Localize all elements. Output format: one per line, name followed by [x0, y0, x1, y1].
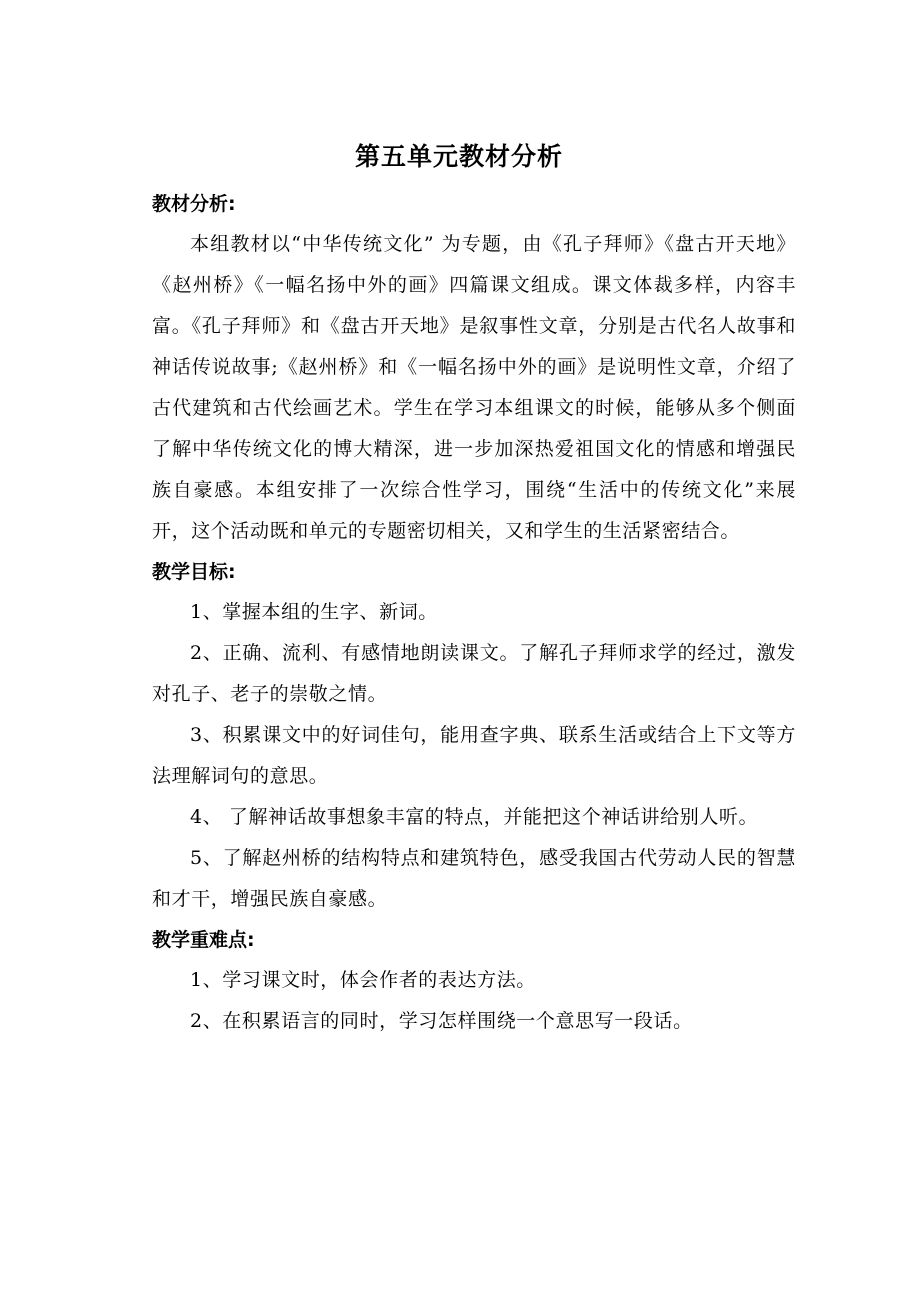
key-difficulty-item: 1、学习课文时，体会作者的表达方法。: [190, 969, 536, 991]
section-key-difficulties: [152, 920, 796, 1042]
section-material-analysis: [152, 184, 796, 552]
section-heading-teaching-goals: 教学目标:: [152, 561, 236, 583]
teaching-goal-item: 1、掌握本组的生字、新词。: [190, 601, 438, 623]
material-analysis-paragraph: 本组教材以“中华传统文化” 为专题，由《孔子拜师》《盘古开天地》《赵州桥》《一幅名扬中外的画》四篇课文组成。课文体裁多样，内容丰富。《孔子拜师》和《盘古开天地》是叙事性文章，分别是古代名人故事和神话传说故事;《赵州桥》和《一幅名扬中外的画》是说明性文章，介绍了古代建筑和古代绘画艺术。学生在学习本组课文的时候，能够从多个侧面了解中华传统文化的博大精深，进一步加深热爱祖国文化的情感和增强民族自豪感。本组安排了一次综合性学习，围绕“生活中的传统文化”来展开，这个活动既和单元的专题密切相关，又和学生的生活紧密结合。: [152, 233, 796, 542]
section-heading-key-difficulties: 教学重难点:: [152, 929, 255, 951]
section-heading-material-analysis: 教材分析:: [152, 193, 236, 215]
teaching-goal-item: 5、了解赵州桥的结构特点和建筑特色，感受我国古代劳动人民的智慧和才干，增强民族自豪感。: [152, 847, 796, 910]
teaching-goal-item: 4、 了解神话故事想象丰富的特点，并能把这个神话讲给别人听。: [190, 806, 759, 828]
key-difficulty-item: 2、在积累语言的同时，学习怎样围绕一个意思写一段话。: [190, 1010, 693, 1032]
teaching-goal-item: 2、正确、流利、有感情地朗读课文。了解孔子拜师求学的经过，激发对孔子、老子的崇敬之情。: [152, 642, 796, 705]
teaching-goal-item: 3、积累课文中的好词佳句，能用查字典、联系生活或结合上下文等方法理解词句的意思。: [152, 724, 796, 787]
document-title: 第五单元教材分析: [354, 142, 563, 171]
section-teaching-goals: [152, 552, 796, 920]
document-page: [152, 130, 796, 1042]
